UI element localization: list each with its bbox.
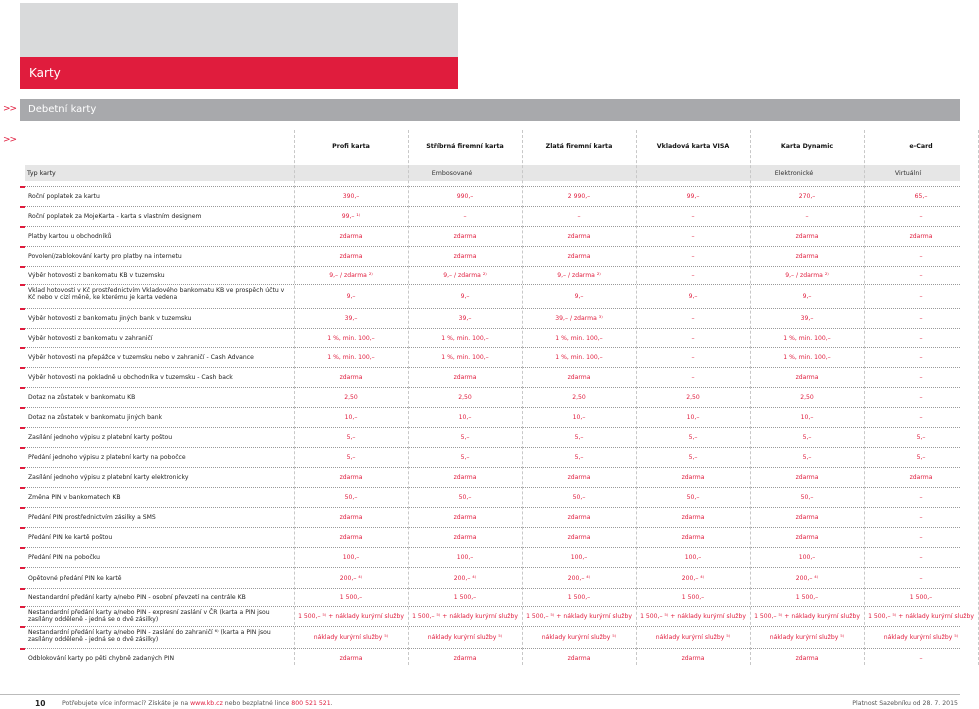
table-cell: zdarma [453, 233, 477, 240]
row-label: Zasílání jednoho výpisu z platební karty elektronicky [28, 474, 189, 481]
table-row [20, 387, 960, 408]
virtual-label: Virtuální [894, 170, 922, 177]
table-cell: 9,– [688, 293, 698, 300]
table-row [20, 567, 960, 589]
table-cell: zdarma [567, 474, 591, 481]
table-cell: 1 %, min. 100,– [783, 334, 831, 342]
table-cell: 5,– [574, 434, 584, 441]
row-label: Povolení/zablokování karty pro platby na internetu [28, 253, 182, 260]
table-cell: 270,– [798, 193, 816, 200]
table-row [20, 407, 960, 428]
chevron-icon: >> [3, 104, 17, 114]
table-cell: 2,50 [686, 394, 700, 401]
table-cell: – [691, 272, 695, 279]
row-label: Nestandardní předání karty a/nebo PIN - zaslání do zahraničí ⁶⁾ (karta a PIN jsou zasílány odděleně - jedná se o dvě zásilky) [28, 629, 271, 644]
table-cell: – [919, 534, 923, 541]
table-cell: 5,– [346, 434, 356, 441]
table-row [20, 367, 960, 388]
table-cell: náklady kurýrní služby ⁵⁾ [313, 634, 389, 641]
card-type-label: Typ karty [27, 170, 56, 177]
row-marker [20, 467, 25, 469]
table-cell: zdarma [453, 514, 477, 521]
row-marker [20, 507, 25, 509]
table-cell: zdarma [795, 233, 819, 240]
column-header: Karta Dynamic [780, 143, 834, 150]
table-cell: 9,– / zdarma ²⁾ [557, 272, 601, 279]
table-cell: – [919, 554, 923, 561]
table-row [20, 206, 960, 227]
phone-link[interactable]: 800 521 521 [291, 700, 331, 707]
table-row [20, 606, 974, 627]
table-cell: 5,– [460, 434, 470, 441]
table-row [20, 507, 960, 528]
chevron-icon: >> [3, 135, 17, 145]
table-cell: 9,– / zdarma ²⁾ [329, 272, 373, 279]
table-row [20, 347, 960, 368]
table-cell: 9,– [574, 293, 584, 300]
row-label: Roční poplatek za kartu [28, 193, 100, 200]
table-cell: zdarma [909, 474, 933, 481]
row-label: Platby kartou u obchodníků [28, 233, 112, 240]
table-cell: 2,50 [572, 394, 586, 401]
table-cell: zdarma [453, 253, 477, 260]
table-row [20, 527, 960, 548]
row-label: Výběr hotovosti z bankomatu jiných bank v tuzemsku [28, 315, 192, 322]
row-marker [20, 206, 25, 208]
table-cell: zdarma [339, 655, 363, 662]
row-marker [20, 407, 25, 409]
table-row [20, 186, 960, 207]
table-cell: náklady kurýrní služby ⁵⁾ [541, 634, 617, 641]
table-cell: náklady kurýrní služby ⁵⁾ [769, 634, 845, 641]
table-cell: 5,– [916, 454, 926, 461]
row-label: Vklad hotovosti v Kč prostřednictvím Vkladového bankomatu KB ve prospěch účtu v Kč nebo v cizí měně, ke kterému je karta vedena [28, 287, 285, 302]
table-cell: 2,50 [800, 394, 814, 401]
table-cell: zdarma [567, 253, 591, 260]
row-label: Dotaz na zůstatek v bankomatu KB [28, 394, 136, 401]
table-cell: 5,– [460, 454, 470, 461]
table-cell: 1 %, min. 100,– [555, 354, 603, 361]
table-cell: zdarma [567, 514, 591, 521]
row-marker [20, 487, 25, 489]
column-header: Vkladová karta VISA [656, 143, 730, 150]
table-cell: 5,– [688, 434, 698, 441]
row-label: Nestandardní předání karty a/nebo PIN - osobní převzetí na centrále KB [28, 594, 246, 601]
row-marker [20, 547, 25, 549]
table-cell: – [919, 494, 923, 501]
table-cell: zdarma [681, 474, 705, 481]
table-cell: 200,– ⁴⁾ [567, 574, 591, 582]
row-label: Výběr hotovosti na pokladně u obchodníka v tuzemsku - Cash back [28, 374, 233, 381]
table-cell: 9,– [346, 293, 356, 300]
table-cell: – [919, 374, 923, 381]
table-row [20, 226, 960, 247]
table-cell: 200,– ⁴⁾ [339, 574, 363, 582]
table-cell: – [919, 655, 923, 662]
table-cell: 50,– [572, 494, 586, 501]
table-cell: 10,– [800, 414, 814, 421]
table-cell: náklady kurýrní služby ⁵⁾ [427, 634, 503, 641]
table-cell: 5,– [688, 454, 698, 461]
column-header: Zlatá firemní karta [545, 143, 613, 150]
table-row [20, 266, 960, 285]
table-cell: zdarma [795, 374, 819, 381]
row-label: Změna PIN v bankomatech KB [28, 494, 121, 501]
row-label: Zasílání jednoho výpisu z platební karty poštou [28, 434, 173, 441]
footer-text: nebo bezplatné lince [222, 700, 292, 707]
table-cell: – [919, 354, 923, 361]
embossed-label: Embosované [431, 170, 473, 177]
table-cell: 5,– [574, 454, 584, 461]
table-row [20, 328, 960, 348]
row-marker [20, 367, 25, 369]
table-cell: 1 500,– [909, 594, 933, 601]
table-cell: – [577, 213, 581, 220]
table-cell: – [691, 374, 695, 381]
row-marker [20, 387, 25, 389]
row-label: Opětovné předání PIN ke kartě [28, 574, 122, 582]
table-cell: zdarma [453, 474, 477, 481]
row-marker [20, 626, 25, 628]
table-cell: – [805, 213, 809, 220]
row-marker [20, 447, 25, 449]
table-cell: 5,– [802, 454, 812, 461]
section-title: Debetní karty [28, 104, 97, 115]
table-cell: 10,– [458, 414, 472, 421]
table-cell: zdarma [339, 253, 363, 260]
table-row [20, 308, 960, 329]
table-cell: zdarma [339, 514, 363, 521]
table-cell: 65,– [914, 193, 928, 200]
table-cell: 1 %, min. 100,– [441, 334, 489, 342]
table-cell: 990,– [456, 193, 474, 200]
table-cell: 200,– ⁴⁾ [453, 574, 477, 582]
table-cell: 100,– [570, 554, 588, 561]
table-cell: 50,– [458, 494, 472, 501]
table-cell: 1 500,– [453, 594, 477, 601]
table-cell: zdarma [567, 233, 591, 240]
table-cell: zdarma [567, 655, 591, 662]
row-label: Dotaz na zůstatek v bankomatu jiných bank [28, 414, 163, 421]
row-marker [20, 606, 25, 608]
row-marker [20, 427, 25, 429]
table-cell: zdarma [681, 655, 705, 662]
column-header: Stříbrná firemní karta [426, 143, 504, 150]
table-cell: 2 990,– [567, 193, 591, 200]
website-link[interactable]: www.kb.cz [190, 700, 223, 707]
table-row [20, 467, 960, 488]
table-cell: 1 %, min. 100,– [327, 354, 375, 361]
table-cell: 100,– [456, 554, 474, 561]
table-cell: – [463, 213, 467, 220]
table-row [20, 648, 960, 669]
section-banner [20, 99, 960, 121]
table-row [20, 588, 960, 607]
table-cell: – [691, 334, 695, 342]
table-cell: 10,– [344, 414, 358, 421]
table-cell: 5,– [916, 434, 926, 441]
row-marker [20, 588, 25, 590]
table-cell: 100,– [342, 554, 360, 561]
table-cell: 1 %, min. 100,– [555, 334, 603, 342]
table-row [20, 246, 960, 267]
table-cell: zdarma [795, 474, 819, 481]
footer-info [62, 700, 333, 707]
row-marker [20, 328, 25, 330]
table-cell: 50,– [686, 494, 700, 501]
table-cell: – [691, 253, 695, 260]
row-marker [20, 284, 25, 286]
table-cell: 99,– ¹⁾ [341, 213, 361, 220]
table-cell: 9,– [802, 293, 812, 300]
table-cell: 100,– [684, 554, 702, 561]
table-cell: – [691, 354, 695, 361]
table-cell: zdarma [795, 534, 819, 541]
row-marker [20, 347, 25, 349]
table-cell: 200,– ⁴⁾ [681, 574, 705, 582]
table-cell: – [919, 334, 923, 342]
table-cell: zdarma [795, 514, 819, 521]
table-cell: 39,– [800, 315, 814, 322]
table-cell: 9,– [460, 293, 470, 300]
table-row [20, 547, 960, 568]
table-cell: náklady kurýrní služby ⁵⁾ [655, 634, 731, 641]
row-marker [20, 246, 25, 248]
table-cell: zdarma [567, 374, 591, 381]
table-cell: 1 500,– ⁵⁾ + náklady kurýrní služby [754, 613, 860, 620]
table-cell: 200,– ⁴⁾ [795, 574, 819, 582]
table-cell: 50,– [344, 494, 358, 501]
table-cell: zdarma [453, 534, 477, 541]
column-header: e-Card [909, 143, 933, 150]
table-cell: 99,– [686, 193, 700, 200]
row-marker [20, 226, 25, 228]
row-marker [20, 266, 25, 268]
table-cell: zdarma [339, 474, 363, 481]
footer-text: . [330, 700, 333, 707]
table-cell: zdarma [795, 655, 819, 662]
table-cell: – [919, 253, 923, 260]
row-label: Odblokování karty po pěti chybně zadaných PIN [28, 655, 175, 662]
table-cell: zdarma [339, 374, 363, 381]
row-label: Předání PIN na pobočku [28, 554, 101, 561]
validity-note: Platnost Sazebníku od 28. 7. 2015 [852, 700, 958, 707]
table-row [20, 427, 960, 448]
row-marker [20, 527, 25, 529]
section-header [20, 57, 458, 89]
table-row [20, 626, 960, 649]
page-number: 10 [35, 699, 46, 708]
table-cell: 5,– [346, 454, 356, 461]
table-cell: 10,– [572, 414, 586, 421]
table-cell: 1 500,– ⁵⁾ + náklady kurýrní služby [526, 613, 632, 620]
table-cell: 10,– [686, 414, 700, 421]
table-cell: 2,50 [344, 394, 358, 401]
row-label: Výběr hotovosti z bankomatu KB v tuzemsku [28, 272, 165, 279]
table-cell: 39,– [458, 315, 472, 322]
table-cell: – [919, 414, 923, 421]
table-cell: 1 %, min. 100,– [783, 354, 831, 361]
row-label: Předání jednoho výpisu z platební karty na pobočce [28, 454, 186, 461]
table-cell: zdarma [909, 233, 933, 240]
table-cell: 1 %, min. 100,– [327, 334, 375, 342]
table-cell: 1 500,– ⁵⁾ + náklady kurýrní služby [868, 613, 974, 620]
table-row [20, 447, 960, 468]
table-cell: 39,– / zdarma ³⁾ [555, 315, 603, 322]
table-cell: zdarma [681, 534, 705, 541]
table-cell: zdarma [453, 374, 477, 381]
row-label: Předání PIN ke kartě poštou [28, 534, 113, 541]
table-cell: 390,– [342, 193, 360, 200]
table-cell: 1 %, min. 100,– [441, 354, 489, 361]
column-header: Profi karta [332, 143, 370, 150]
table-cell: 2,50 [458, 394, 472, 401]
table-cell: 1 500,– [339, 594, 363, 601]
page-title: Karty [29, 66, 61, 80]
table-cell: 100,– [798, 554, 816, 561]
table-cell: zdarma [339, 233, 363, 240]
row-label: Roční poplatek za MojeKarta - karta s vlastním designem [28, 213, 202, 220]
table-cell: – [919, 315, 923, 322]
row-marker [20, 308, 25, 310]
table-cell: – [691, 233, 695, 240]
table-cell: – [919, 272, 923, 279]
row-marker [20, 186, 25, 188]
table-row [20, 284, 960, 309]
table-cell: – [919, 293, 923, 300]
row-label: Předání PIN prostřednictvím zásilky a SMS [28, 514, 156, 521]
table-cell: – [919, 514, 923, 521]
table-cell: náklady kurýrní služby ⁵⁾ [883, 634, 959, 641]
table-cell: 1 500,– [795, 594, 819, 601]
table-cell: zdarma [567, 534, 591, 541]
table-cell: – [691, 213, 695, 220]
table-cell: 39,– [344, 315, 358, 322]
page-footer [0, 694, 960, 709]
electronic-label: Elektronické [774, 170, 814, 177]
row-marker [20, 567, 25, 569]
table-cell: 5,– [802, 434, 812, 441]
table-cell: – [919, 574, 923, 582]
row-label: Výběr hotovosti z bankomatu v zahraničí [28, 334, 153, 342]
table-cell: 1 500,– [567, 594, 591, 601]
row-marker [20, 648, 25, 650]
table-cell: 1 500,– ⁵⁾ + náklady kurýrní služby [412, 613, 518, 620]
table-cell: 9,– / zdarma ²⁾ [443, 272, 487, 279]
table-cell: zdarma [681, 514, 705, 521]
table-cell: zdarma [339, 534, 363, 541]
table-cell: – [919, 394, 923, 401]
row-label: Nestandardní předání karty a/nebo PIN - expresní zaslání v ČR (karta a PIN jsou zasílány odděleně - jedná se o dvě zásilky) [28, 609, 270, 624]
card-type-row [25, 165, 960, 181]
table-cell: 1 500,– [681, 594, 705, 601]
table-cell: 1 500,– ⁵⁾ + náklady kurýrní služby [640, 613, 746, 620]
header-band [20, 3, 458, 57]
table-cell: – [919, 213, 923, 220]
table-cell: zdarma [795, 253, 819, 260]
table-row [20, 487, 960, 508]
table-cell: 9,– / zdarma ²⁾ [785, 272, 829, 279]
table-cell: – [691, 315, 695, 322]
row-label: Výběr hotovosti na přepážce v tuzemsku nebo v zahraničí - Cash Advance [28, 354, 254, 361]
table-cell: 1 500,– ⁵⁾ + náklady kurýrní služby [298, 613, 404, 620]
table-cell: 50,– [800, 494, 814, 501]
table-cell: zdarma [453, 655, 477, 662]
footer-text: Potřebujete více informací? Získáte je na [62, 700, 191, 707]
